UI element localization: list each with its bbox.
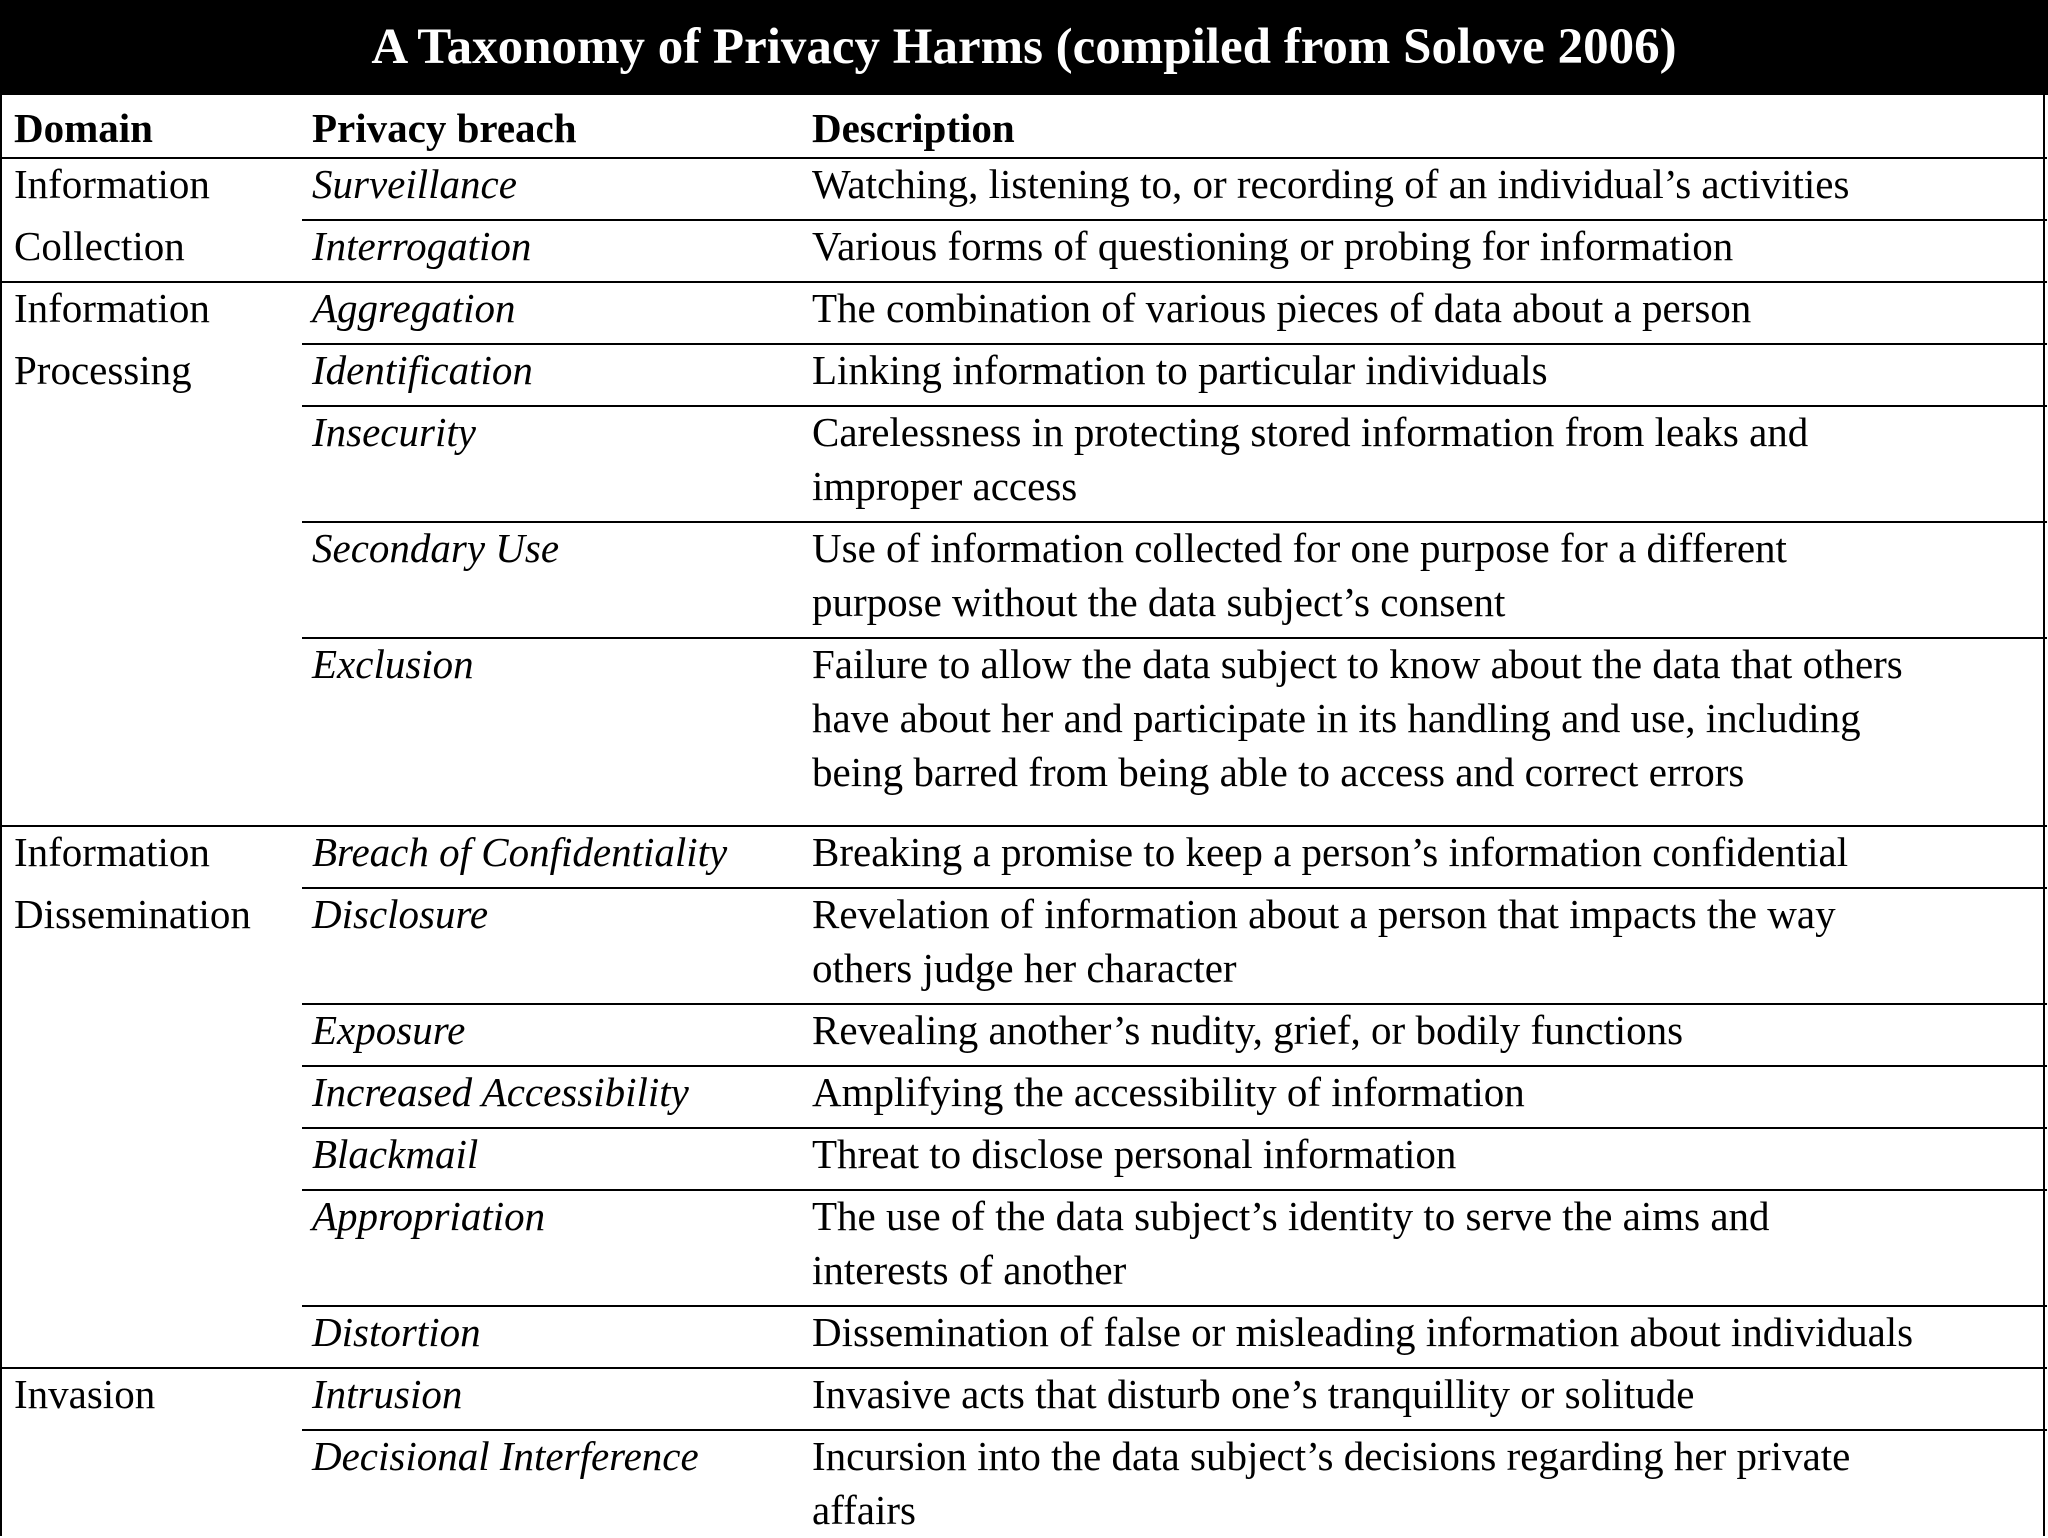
description-line: interests of another — [812, 1247, 1127, 1293]
header-privacy-breach: Privacy breach — [312, 105, 577, 151]
description-line: Various forms of questioning or probing for information — [812, 223, 1734, 269]
description-line: others judge her character — [812, 945, 1237, 991]
domain-label: Information — [14, 161, 210, 207]
privacy-breach-name: Disclosure — [312, 891, 489, 937]
domain-label: Dissemination — [14, 891, 251, 937]
description-line: Use of information collected for one purpose for a different — [812, 525, 1787, 571]
table-title-bar — [0, 0, 2048, 95]
domain-label: Collection — [14, 223, 185, 269]
privacy-breach-name: Insecurity — [312, 409, 476, 455]
privacy-breach-name: Decisional Interference — [312, 1433, 699, 1479]
description-line: Invasive acts that disturb one’s tranquillity or solitude — [812, 1371, 1695, 1417]
domain-label: Processing — [14, 347, 192, 393]
privacy-breach-name: Increased Accessibility — [312, 1069, 689, 1115]
description-line: Amplifying the accessibility of information — [812, 1069, 1525, 1115]
description-line: Revealing another’s nudity, grief, or bodily functions — [812, 1007, 1684, 1053]
description-line: affairs — [812, 1487, 916, 1533]
privacy-breach-name: Surveillance — [312, 161, 517, 207]
privacy-breach-name: Exposure — [312, 1007, 466, 1053]
privacy-breach-name: Appropriation — [312, 1193, 546, 1239]
domain-label: Invasion — [14, 1371, 156, 1417]
description-line: improper access — [812, 463, 1078, 509]
description-line: purpose without the data subject’s consent — [812, 579, 1506, 625]
privacy-breach-name: Secondary Use — [312, 525, 560, 571]
privacy-breach-name: Intrusion — [312, 1371, 463, 1417]
description-line: Threat to disclose personal information — [812, 1131, 1457, 1177]
description-line: Revelation of information about a person that impacts the way — [812, 891, 1836, 937]
description-line: Linking information to particular individuals — [812, 347, 1548, 393]
description-line: Failure to allow the data subject to know about the data that others — [812, 641, 1903, 687]
table-title: A Taxonomy of Privacy Harms (compiled from Solove 2006) — [371, 19, 1677, 75]
description-line: The combination of various pieces of data about a person — [812, 285, 1752, 331]
privacy-breach-name: Distortion — [312, 1309, 481, 1355]
privacy-breach-name: Breach of Confidentiality — [312, 829, 728, 875]
header-description: Description — [812, 105, 1015, 151]
description-line: Breaking a promise to keep a person’s information confidential — [812, 829, 1849, 875]
privacy-breach-name: Aggregation — [312, 285, 516, 331]
description-line: The use of the data subject’s identity to serve the aims and — [812, 1193, 1770, 1239]
description-line: have about her and participate in its handling and use, including — [812, 695, 1861, 741]
description-line: Carelessness in protecting stored information from leaks and — [812, 409, 1809, 455]
privacy-breach-name: Interrogation — [312, 223, 532, 269]
header-domain: Domain — [14, 105, 153, 151]
description-line: Watching, listening to, or recording of an individual’s activities — [812, 161, 1850, 207]
privacy-harms-table — [0, 95, 2045, 1536]
privacy-breach-name: Blackmail — [312, 1131, 479, 1177]
description-line: Incursion into the data subject’s decisions regarding her private — [812, 1433, 1851, 1479]
privacy-breach-name: Exclusion — [312, 641, 474, 687]
description-line: being barred from being able to access and correct errors — [812, 749, 1745, 795]
domain-label: Information — [14, 829, 210, 875]
domain-label: Information — [14, 285, 210, 331]
description-line: Dissemination of false or misleading information about individuals — [812, 1309, 1914, 1355]
privacy-breach-name: Identification — [312, 347, 533, 393]
